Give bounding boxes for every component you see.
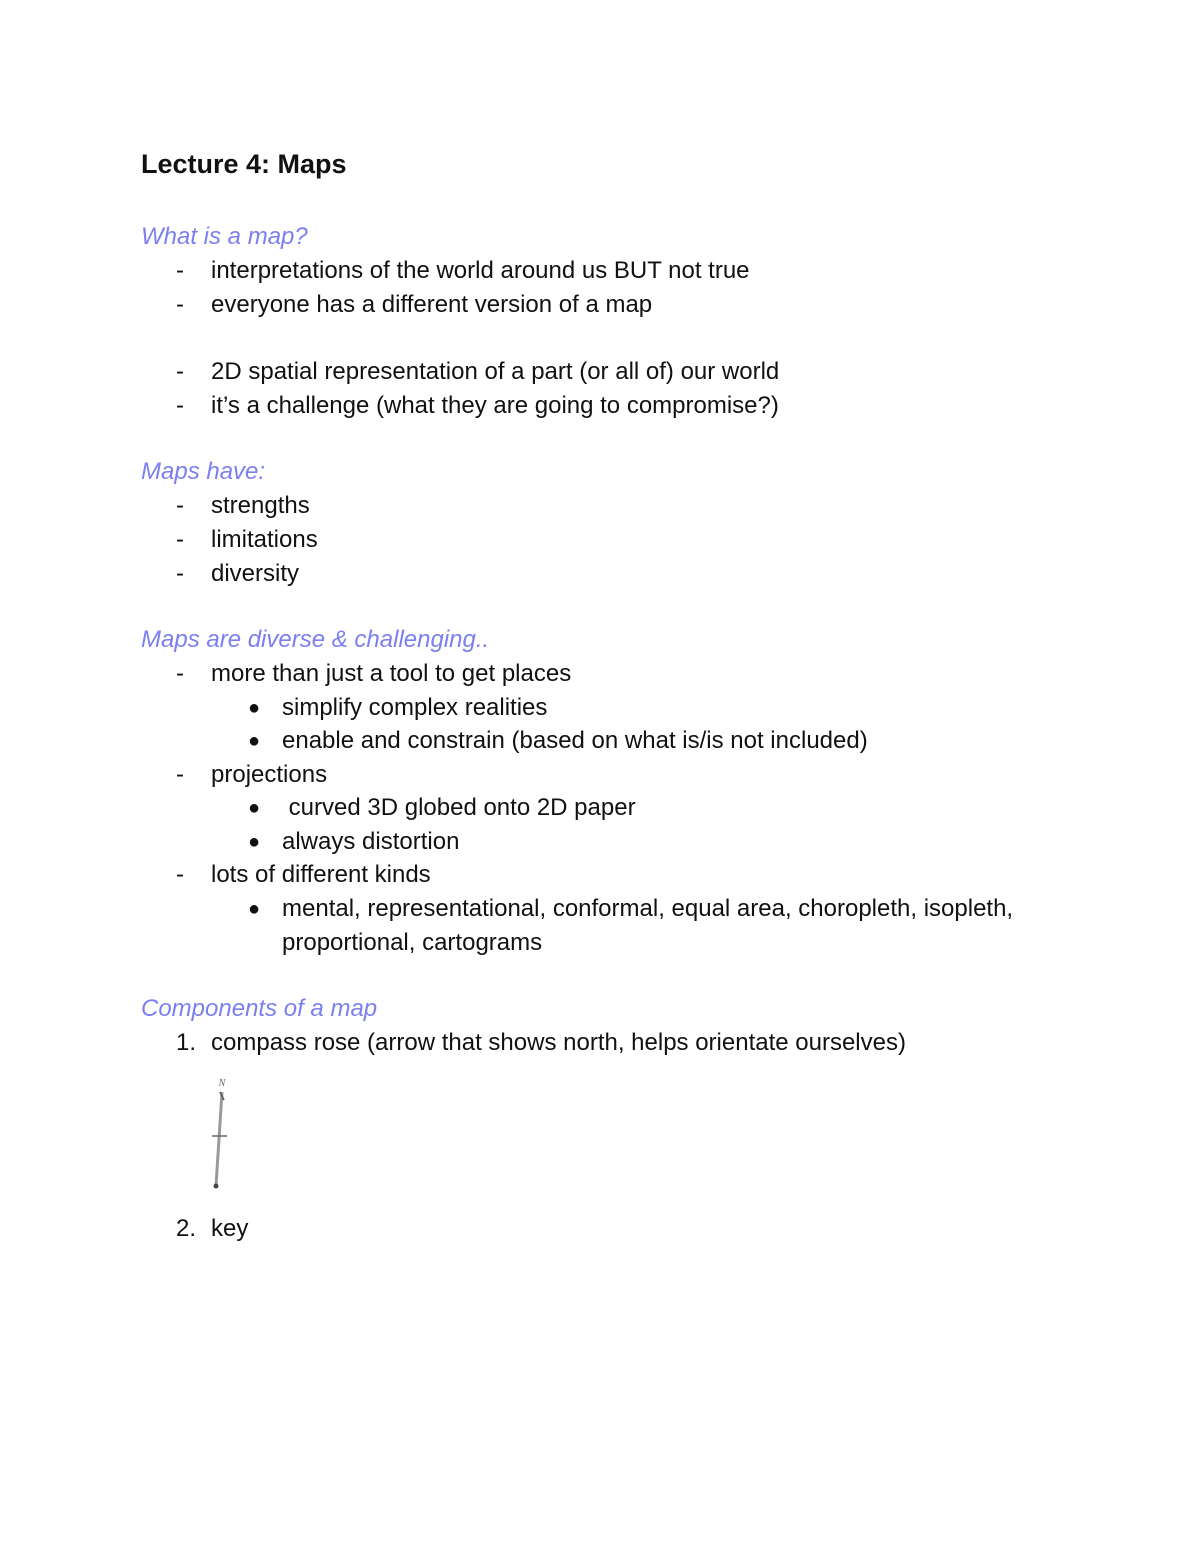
compass-base-dot [214,1184,219,1189]
sub-list-item: always distortion [282,828,460,855]
list-item: limitations [211,526,318,553]
bullet-icon: ● [248,797,261,819]
compass-north-label: N [218,1078,226,1089]
section-heading-maps-have: Maps have: [141,458,266,485]
list-dash: - [176,526,184,553]
list-item: interpretations of the world around us BUT not true [211,257,750,284]
list-dash: - [176,560,184,587]
section-heading-maps-diverse: Maps are diverse & challenging.. [141,626,490,653]
sub-list-item: simplify complex realities [282,694,548,721]
list-item: 2D spatial representation of a part (or all of) our world [211,358,780,385]
numbered-item: compass rose (arrow that shows north, helps orientate ourselves) [211,1029,906,1056]
list-item: everyone has a different version of a map [211,291,653,318]
list-dash: - [176,358,184,385]
list-dash: - [176,492,184,519]
page-title: Lecture 4: Maps [141,149,347,179]
compass-needle [216,1092,222,1186]
list-dash: - [176,257,184,284]
list-item: projections [211,761,328,788]
sub-list-item: mental, representational, conformal, equal area, choropleth, isopleth, [282,895,1014,922]
list-item: more than just a tool to get places [211,660,572,687]
list-dash: - [176,660,184,687]
list-dash: - [176,392,184,419]
section-heading-components: Components of a map [141,995,378,1022]
list-item: strengths [211,492,310,519]
list-dash: - [176,291,184,318]
numbered-item: key [211,1215,249,1242]
sub-list-item-continuation: proportional, cartograms [282,929,543,956]
compass-rose-figure [200,1074,240,1198]
section-heading-what-is-a-map: What is a map? [141,223,308,250]
list-number: 1. [176,1029,197,1056]
sub-list-item: curved 3D globed onto 2D paper [282,794,636,821]
bullet-icon: ● [248,898,261,920]
list-item: lots of different kinds [211,861,431,888]
list-dash: - [176,761,184,788]
bullet-icon: ● [248,831,261,853]
sub-list-item: enable and constrain (based on what is/is not included) [282,727,868,754]
list-item: diversity [211,560,300,587]
list-number: 2. [176,1215,197,1242]
bullet-icon: ● [248,730,261,752]
list-dash: - [176,861,184,888]
bullet-icon: ● [248,697,261,719]
list-item: it’s a challenge (what they are going to compromise?) [211,392,779,419]
